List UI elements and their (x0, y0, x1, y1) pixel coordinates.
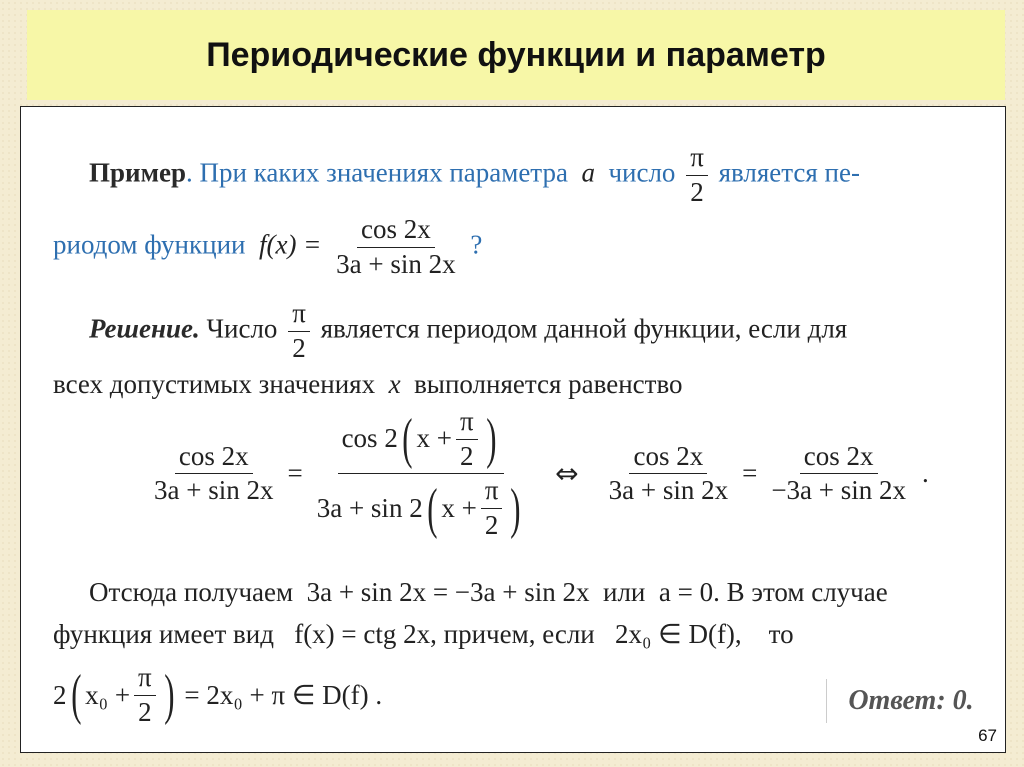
conclusion-text-6: то (768, 619, 794, 649)
eq-big-den-pi: π (481, 476, 503, 509)
eq-r2-numerator: cos 2x (800, 442, 878, 475)
function-denominator: 3a + sin 2x (336, 248, 456, 279)
eq-sign-2: = (742, 458, 758, 489)
example-text-2: число (608, 157, 676, 188)
answer-box: Ответ: 0. (826, 679, 995, 723)
solution-text-1: Число (206, 313, 278, 344)
conclusion-text-1: Отсюда получаем (89, 577, 294, 607)
solution-line-1 (89, 299, 847, 363)
eq-r1-denominator: 3a + sin 2x (608, 475, 729, 506)
solution-text-4: выполняется равенство (414, 369, 683, 399)
eq-big-num-inner: x + (416, 423, 452, 454)
eq-big-denominator (313, 474, 529, 540)
example-text-4: риодом функции (53, 229, 246, 260)
example-text-3: является пе- (718, 157, 860, 188)
solution-text-3: всех допустимых значениях (53, 369, 376, 399)
conclusion-eq-3: f(x) = ctg 2x (294, 619, 431, 649)
equation-line (146, 407, 929, 541)
left-paren-icon: ( (402, 408, 413, 471)
eq-lhs-fraction (150, 442, 277, 506)
right-paren-icon: ) (485, 408, 497, 471)
eq-period: . (922, 458, 929, 489)
solution-pi-denominator: 2 (292, 332, 306, 363)
function-numerator: cos 2x (357, 215, 435, 248)
eq-big-num-pre: cos 2 (341, 423, 398, 454)
question-mark: ? (470, 229, 483, 260)
eq-r2-fraction (767, 442, 910, 506)
eq-big-num-pi: π (456, 407, 478, 440)
conclusion-text-4: функция имеет вид (53, 619, 274, 649)
pi-numerator: π (686, 143, 708, 176)
right-paren-icon: ) (163, 664, 175, 727)
pi-denominator: 2 (690, 176, 704, 207)
solution-line-2 (53, 369, 683, 400)
eq-lhs-denominator: 3a + sin 2x (154, 475, 274, 506)
final-post: = 2x₀ + π ∈ D(f) . (184, 679, 383, 710)
param-a: a (581, 157, 595, 188)
solution-text-2: является периодом данной функции, если для (320, 313, 848, 344)
solution-pi-numerator: π (288, 299, 310, 332)
slide-content (20, 106, 1006, 753)
right-paren-icon: ) (510, 477, 521, 540)
final-x0: x₀ + (85, 679, 131, 710)
eq-big-den-pi-fraction (481, 476, 503, 540)
eq-big-num-2: 2 (460, 440, 474, 471)
example-text-1: При каких значениях параметра (199, 157, 568, 188)
eq-r1-fraction (605, 442, 732, 506)
function-fraction (332, 215, 459, 279)
eq-lhs-numerator: cos 2x (175, 442, 253, 475)
equivalence-icon: ⇔ (555, 457, 579, 491)
example-dot: . (185, 157, 193, 188)
eq-r2-denominator: −3a + sin 2x (771, 475, 907, 506)
function-lhs: f(x) = (258, 229, 322, 260)
title-bar (27, 10, 1005, 100)
conclusion-text-5: , причем, если (430, 619, 595, 649)
final-equation-line (53, 663, 382, 727)
conclusion-text-2: или (603, 577, 646, 607)
pi-over-2-fraction (686, 143, 708, 207)
example-line-2 (53, 215, 482, 279)
eq-big-numerator (338, 407, 505, 474)
solution-label: Решение. (89, 313, 200, 344)
slide-title: Периодические функции и параметр (206, 35, 826, 74)
left-paren-icon: ( (426, 477, 438, 540)
final-2: 2 (138, 696, 152, 727)
eq-r1-numerator: cos 2x (629, 442, 707, 475)
conclusion-eq-2: a = 0 (658, 577, 714, 607)
example-line-1 (89, 143, 860, 207)
left-paren-icon: ( (70, 664, 81, 727)
eq-big-fraction (313, 407, 529, 541)
final-pre: 2 (53, 679, 67, 710)
eq-big-num-pi-fraction (456, 407, 478, 471)
page-number: 67 (978, 726, 997, 745)
final-pi: π (134, 663, 156, 696)
example-label: Пример (89, 157, 186, 188)
eq-big-den-inner: x + (441, 492, 477, 523)
conclusion-eq-1: 3a + sin 2x = −3a + sin 2x (306, 577, 590, 607)
eq-sign-1: = (287, 458, 303, 489)
conclusion-line-1 (89, 577, 888, 608)
eq-big-den-2: 2 (484, 510, 499, 541)
conclusion-line-2 (53, 619, 794, 650)
conclusion-text-3: . В этом случае (713, 577, 888, 607)
conclusion-eq-4: 2x₀ ∈ D(f), (615, 619, 742, 649)
var-x: x (388, 369, 401, 399)
final-pi-fraction (134, 663, 156, 727)
solution-pi-fraction (288, 299, 310, 363)
eq-big-den-pre: 3a + sin 2 (316, 492, 423, 523)
